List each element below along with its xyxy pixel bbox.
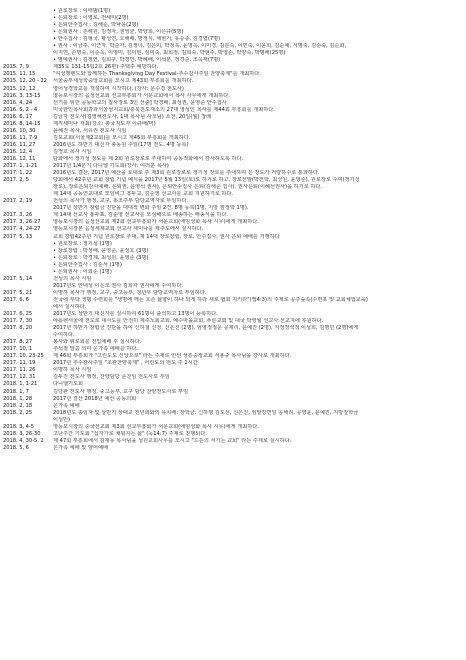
history-row — [3, 367, 462, 374]
history-row — [3, 57, 462, 64]
history-date: 2016. 11, 27 — [3, 141, 36, 148]
history-row — [3, 78, 462, 85]
history-date: 2016. 10, 30 — [3, 127, 36, 134]
history-date: 2016. 6, 17 — [3, 113, 33, 120]
history-date: 2018. 2, 25 — [3, 409, 33, 416]
history-date: 2017. 5, 21 — [3, 289, 33, 296]
history-text: • 은퇴안수집사 : 김해준, 박낙윤(2명) — [53, 22, 139, 29]
history-text: 김정호 목사 시임 — [53, 148, 92, 155]
history-text: 2017년 결산 2018년 예산 공동의회 — [53, 395, 137, 402]
history-text: 영등포시장의 음성선교회 제2회 선교부흥회가 서문교회(에임성화 목사 시무)에게 개최하다. — [53, 219, 259, 226]
history-row — [3, 22, 462, 29]
history-date: 2018. 1, 28 — [3, 395, 33, 402]
history-date: 2016. 12, 4 — [3, 148, 33, 155]
history-text: 봉사와 위로회를 전입예배 후 실시하다. — [53, 339, 142, 346]
history-date: 2017. 6, 25 — [3, 311, 33, 318]
history-row — [3, 36, 462, 43]
history-text: 영등포시장본 음성세계교회 선교사 세미나를 제주도에서 실시하다. — [53, 226, 204, 233]
history-date: 2017. 6, 6 — [3, 296, 29, 303]
history-date: 2016. 11, 7-9 — [3, 134, 38, 141]
history-text: • 명예권사 : 김정연, 김희구, 박경연, 박혜배, 이석분, 정경순, 조옥재(7명) — [53, 57, 221, 64]
history-date: 2017. 4, 24-27 — [3, 226, 41, 233]
history-text: 이지연, 손명숙, 이순옥, 이영미, 김미현, 심미숙, 최희정, 김희숙, 박현수, 박영순, 박양숙, 박명해(25명) — [53, 50, 286, 57]
history-text: 제 46회 부흥회가 "고린도도 신앙으로" 라는 주제로 인선 성흥중정교회 서용중 목사님을 강사로 개최하다. — [53, 353, 292, 360]
history-text: • 권사 : 이금주, 이근자, 박순자, 김정녀, 김은미, 박정옥, 윤명옥, 이미경, 김분숙, 이민숙, 이윤희, 김순예, 서명숙, 김순숙, 김순화, — [53, 43, 347, 50]
history-row — [3, 304, 462, 311]
history-text: 에서 실시하다. — [53, 303, 87, 310]
history-text: 교회 창립42주년 기념 원로장로 추대, 제 14대 장로장립, 장로, 안수집사, 권사 은퇴 예배를 거행하다 — [53, 233, 280, 240]
history-text: • 은퇴장로 : 박경제, 최성원, 윤영준 (3명) — [53, 254, 149, 261]
history-date: 2017. 8, 27 — [3, 339, 33, 346]
history-date: 2015. 11, 15 — [3, 71, 36, 78]
history-date: 2018. 1, 7 — [3, 388, 29, 395]
history-text: 영어성경학교를 개설하여 시작하다. (강사: 문수경 전도사) — [53, 85, 184, 92]
history-text: 김두진 전도사 행정, 찬양담당 준찬임 전도사로 부임 — [53, 374, 170, 381]
history-text: 야롱펜서울에 전도로 대사도를 안전히 제주노회교회, 예수마을교회, 푸른교회 및 대국 박영월 선교사 선교지에 후원하다. — [53, 318, 324, 325]
history-text: 제직세미나 개최(강소: 총국지도자 이규배/미) — [53, 120, 156, 127]
history-row — [3, 234, 462, 241]
history-text: 2017년도 안내성 이은모 권사 김희자 권사에게 수여하다. — [53, 282, 183, 289]
history-text: 장로), 장로은퇴감사예배, 은퇴권, 윤영석 권사), 은퇴안수집사 은퇴(김해준 집사), 권사은퇴(이혜선권사)을 하기로 하다. — [53, 184, 323, 191]
history-text: • 안수집사 : 김형국, 황성연, 오해배, 방정식, 채현기, 유승종, 김경엽(7명) — [53, 36, 221, 43]
history-row — [3, 396, 462, 403]
history-text: 천성의 목사 시임 — [53, 275, 92, 282]
history-text: 당회에서 42주년 교회 창립 기념 예식을 2017년 5월 13일(토)로 하기로 하고, 장로선발(박전학, 최성원, 윤영준), 원로장로 수여(정기성 — [53, 177, 360, 184]
history-row — [3, 107, 462, 114]
history-row — [3, 163, 462, 170]
history-text: 이성민) — [53, 416, 71, 423]
history-text: 김금자 전도사(김영해전도사, 1대 목사님 사모님) 소천, 20일(월) 장례 — [53, 113, 212, 120]
history-row — [3, 128, 462, 135]
history-date: 2015. 7, 9 — [3, 64, 29, 71]
history-text: 담화에서 정기성 정도를 제 2회 원로장로로 추대하여 공동적화에서 감사하도록 하다. — [53, 155, 244, 162]
history-row — [3, 332, 462, 339]
history-date: 2017. 10, 23-25 — [3, 353, 44, 360]
history-date: 2017. 1, 1-21 — [3, 163, 38, 170]
history-row — [3, 290, 462, 297]
history-row — [3, 353, 462, 360]
history-date: 2017. 5, 14 — [3, 275, 33, 282]
history-date: 2015. 12, 20 - 22 — [3, 78, 47, 85]
history-date: 2017. 7, 30 — [3, 318, 33, 325]
history-text: 2018년도 총임자 및 상반기 상대교 전년회와의 유치배: 장학금: 신하행 김도선, 신은진, 엄밭장면일 공해리, 공영윤, 윤예진, 지방장학금 — [53, 409, 359, 416]
history-text: 추석절 말씀 의미 온가족 예배를 하다. — [53, 346, 139, 353]
history-text: 이명하 목사 시임 — [53, 367, 92, 374]
history-date: 2016. 12, 11 — [3, 155, 36, 162]
history-row — [3, 156, 462, 163]
history-date: 2017. 3, 26-27 — [3, 219, 41, 226]
history-row — [3, 389, 462, 396]
history-date: 2018. 3, 26-30 — [3, 430, 41, 437]
history-row — [3, 135, 462, 142]
history-text: 서울중부새성학중앙교회를 모시고 제43회 부흥회를 개최하다. — [53, 78, 194, 85]
history-date: 2018. 2, 18 — [3, 402, 33, 409]
history-row — [3, 374, 462, 381]
history-date: 2017. 2, 19 — [3, 198, 33, 205]
history-text: 선거를 위한 공동학교의 집사장로 3인 선출] 박경배, 최성권, 윤영준 안수집사 — [53, 99, 227, 106]
history-row — [3, 114, 462, 121]
history-row — [3, 360, 462, 367]
history-row — [3, 276, 462, 283]
history-row — [3, 71, 462, 78]
history-text: 2017년 1/4분기 다니엘 기도회(강사: 여러분 목사) — [53, 163, 169, 170]
history-row — [3, 410, 462, 417]
history-text: 제 47회 부흥회에서 김재동 목사님을 성원교회사무를 모시고 "드든의 서기는 교회" 라는 주제로 실시하다. — [53, 437, 292, 444]
history-row — [3, 149, 462, 156]
history-text: • 원로장로 : 이태범(1명) — [53, 8, 111, 14]
history-date: 2017. 12, 31 — [3, 374, 36, 381]
history-row — [3, 100, 462, 107]
history-text: 영등포시장의 음성선교회 선교부흥회가 서문교회에서 목사 사무에게 개최하다. — [53, 92, 230, 99]
history-row — [3, 8, 462, 15]
history-text: 고난주간 기도회 "십자가로 채워지는 삶" (눅14:7) 주제로 진행되다. — [53, 430, 207, 437]
history-row — [3, 198, 462, 205]
history-date: 2017. 2, 5 — [3, 177, 29, 184]
history-text: • 은퇴안수집사 : 김순서 (1명) — [53, 261, 122, 268]
history-text: 제 14대 선교사 홍두표, 김순영 선교사를 모심해으로 배송하는 배송식을 하다. — [53, 212, 229, 219]
history-text: 2017년 상반기 창립금 진단을 대대적 변화 주일 2건, 8명 등록(1명, 지방 잠정학 1명). — [53, 205, 249, 212]
history-row — [3, 255, 462, 262]
history-row — [3, 142, 462, 149]
history-row — [3, 269, 462, 276]
history-row — [3, 93, 462, 100]
history-row — [3, 403, 462, 410]
history-date: 2016. 4, 24 — [3, 99, 33, 106]
history-text: 제35도 131-15팀2호 26편) 주택주 예방하다. — [53, 64, 159, 71]
history-row — [3, 121, 462, 128]
history-row — [3, 29, 462, 36]
history-text: • 은퇴권사 : 이희순 (1명) — [53, 268, 112, 275]
history-text: 2017년 하반기 창립금 진단을 하여 신하철 신청, 신은진 (2명), 엄영정정운 공제리, 윤예진 (2명), 지정정석정 이성희, 김명민 (2명)에게 — [53, 325, 359, 332]
history-row — [3, 184, 462, 191]
history-row — [3, 445, 462, 452]
history-row — [3, 205, 462, 212]
history-row — [3, 248, 462, 255]
history-row — [3, 424, 462, 431]
history-text: • 은퇴장로 : 이영로, 전세미(2명) — [53, 15, 129, 22]
history-row — [3, 64, 462, 71]
history-date: 2016. 5, 2 - 4 — [3, 106, 38, 113]
history-date: 2018. 1, 1-21 — [3, 381, 38, 388]
history-row — [3, 318, 462, 325]
history-text: 수여하다. — [53, 332, 75, 339]
history-text: 2017년도 상반기 대신자를 실시하여 61명이 출석하고 13명이 등록하다. — [53, 311, 218, 318]
history-row — [3, 15, 462, 22]
history-row — [3, 417, 462, 424]
history-date: 2016. 3, 13-15 — [3, 92, 41, 99]
history-text: 천성의 목사가 행정, 교구, 홍조주부 담당교역자로 부임하다. — [53, 198, 189, 205]
history-text: 이명하 목사가 행정, 교구, 중고등부, 청년부 담당교역자로 부임하다. — [53, 289, 207, 296]
history-row — [3, 339, 462, 346]
history-row — [3, 381, 462, 388]
history-row — [3, 283, 462, 290]
history-row — [3, 297, 462, 304]
history-row — [3, 438, 462, 445]
history-row — [3, 43, 462, 50]
history-date: 2017. 11, 26 — [3, 367, 36, 374]
history-row — [3, 346, 462, 353]
history-date: 2018. 4, 30-5, 2 — [3, 437, 44, 444]
history-text: 영등포시장의 중국선교회 제3회 선교부흥회가 서문교회(에임성화 목사 시무)에게 개최하다. — [53, 423, 259, 430]
history-row — [3, 212, 462, 219]
history-date: 2017. 3, 26 — [3, 212, 33, 219]
history-text: • 은퇴권사 : 손해원, 김정자, 권영균, 박양희, 이은규(5명) — [53, 29, 184, 36]
history-date: 2015. 12, 12 — [3, 85, 36, 92]
history-row — [3, 191, 462, 198]
history-text: 온가족 예배 및 양어예배 — [53, 444, 109, 451]
history-text: 전국에 부탁 생명 수련회를 "생명에 깨는 흐손 삶향이 하나 되게 하라 새로 협회 지키라"(엡4:3)의 주제로 공주숲속(수련포 및 교회체험교육) — [53, 296, 368, 303]
history-date: 2017. 10, 1 — [3, 346, 33, 353]
history-date: 2017. 5, 13 — [3, 233, 33, 240]
history-text: • 장로장립 : 박성배, 윤영준, 윤성호 (3명) — [53, 247, 149, 254]
history-row — [3, 86, 462, 93]
history-date: 2017. 1, 22 — [3, 170, 33, 177]
history-row — [3, 177, 462, 184]
history-date: 2017. 8, 20 — [3, 325, 33, 332]
history-text: 제 14대 공동연교대로 모임비그 흥두교, 김순영 선교사를 교회 지원하기로 하다. — [53, 191, 234, 198]
history-date: 2016. 8, 14-15 — [3, 120, 41, 127]
history-date: 2018. 3, 4-5 — [3, 423, 34, 430]
history-row — [3, 325, 462, 332]
history-row — [3, 311, 462, 318]
history-text: 김포교회(서울제2교회)를 모시고 제45회 부흥회를 개최하다. — [53, 134, 191, 141]
history-text: 온가족 예배 — [53, 402, 80, 409]
history-text: • 원로장로 : 정기성 (1명) — [53, 240, 112, 247]
history-row — [3, 262, 462, 269]
history-date: 2018. 5, 6 — [3, 444, 29, 451]
history-text: "여성행렌드와 함께하는 Thanksgiving Day Festival-추수감사주일 찬양축제"를 개최하다. — [53, 71, 261, 78]
history-text: 2017년 추수감사주일 "초관찬양축제" , 어린도의 전도 주 1시간 — [53, 360, 198, 367]
history-text: 윤혜진 목사, 서유권 전도사 시임 — [53, 127, 127, 134]
history-row — [3, 50, 462, 57]
history-row — [3, 241, 462, 248]
history-text: 다니엘기도회 — [53, 381, 84, 388]
history-text: 2016년도 결산, 2017년 예산을 토대로 주 제3회 원로장로로 정기성 장로를 추대하며 은 장도가 거량하수로 통과하다. — [53, 170, 320, 177]
history-row — [3, 226, 462, 233]
history-row — [3, 219, 462, 226]
history-row — [3, 431, 462, 438]
history-date: 2017. 11, 19 — [3, 360, 36, 367]
history-text: 김당판 전도사 행정, 중고등부, 교구 담당 찬양전도사로 부임 — [53, 388, 189, 395]
history-row — [3, 170, 462, 177]
history-text: 미국한인목사회과과서울성지교회/충북전도재소의 27대 영성인 목사를 제44회 부흥회를 개최하다. — [53, 106, 275, 113]
history-text: 2016년도 하반기 대신자 총동원 주일(17명 전도, 4명 등록) — [53, 141, 189, 148]
